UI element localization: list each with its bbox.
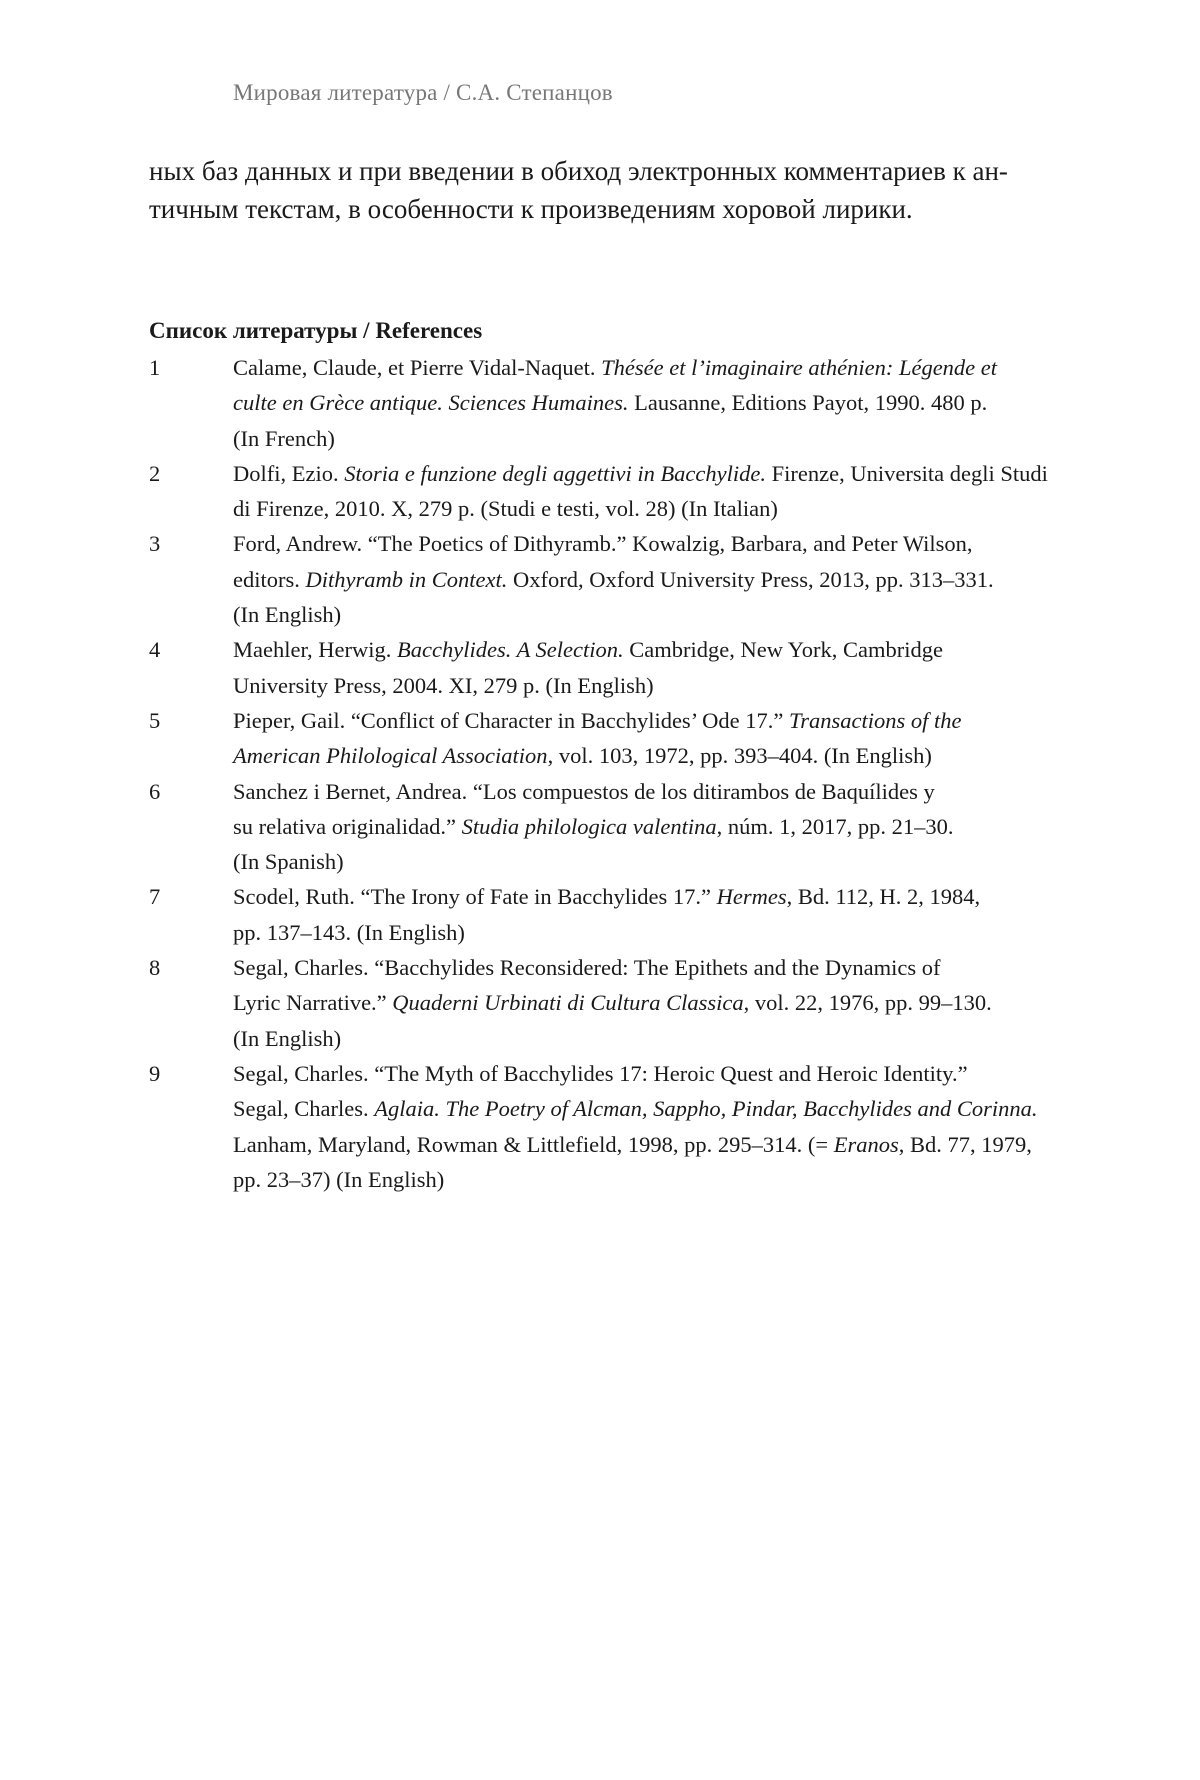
reference-line	[233, 597, 1099, 632]
reference-segment: Ford, Andrew. “The Poetics of Dithyramb.” Kowalzig, Barbara, and Peter Wilson,	[233, 531, 973, 557]
reference-line	[233, 562, 1099, 597]
running-header: Мировая литература / С.А. Степанцов	[233, 80, 613, 105]
reference-segment: di Firenze, 2010. X, 279 p. (Studi e testi, vol. 28) (In Italian)	[233, 496, 778, 522]
references-list	[149, 350, 1099, 1197]
reference-italic-segment: Hermes	[716, 884, 787, 910]
reference-line	[233, 526, 1099, 561]
reference-segment: (In Spanish)	[233, 849, 344, 875]
reference-number: 1	[149, 355, 161, 380]
body-text-line: тичным текстам, в особенности к произведениям хоровой лирики.	[149, 194, 913, 224]
reference-segment: editors.	[233, 566, 306, 592]
reference-line	[233, 456, 1099, 491]
reference-line	[233, 915, 1099, 950]
reference-italic-segment: American Philological Association	[233, 743, 548, 769]
reference-segment: Scodel, Ruth. “The Irony of Fate in Bacchylides 17.”	[233, 884, 717, 910]
reference-segment: Lanham, Maryland, Rowman & Littlefield, 1998, pp. 295–314. (=	[233, 1131, 834, 1157]
reference-number: 2	[149, 460, 161, 486]
reference-line	[233, 703, 1099, 738]
reference-number: 3	[149, 531, 161, 557]
reference-italic-segment: Studia philologica valentina	[461, 813, 717, 839]
reference-number: 7	[149, 884, 161, 910]
reference-line	[233, 879, 1099, 914]
reference-number: 9	[149, 1060, 161, 1086]
reference-line	[233, 421, 1099, 456]
reference-italic-segment: Dithyramb in Context.	[305, 566, 508, 592]
reference-segment: (In English)	[233, 1025, 342, 1051]
reference-line	[233, 1162, 1099, 1197]
reference-number: 6	[149, 778, 161, 804]
reference-segment: (In English)	[233, 602, 342, 628]
reference-segment: , vol. 103, 1972, pp. 393–404. (In English)	[547, 743, 932, 769]
references-heading: Список литературы / References	[149, 318, 483, 343]
reference-italic-segment: Quaderni Urbinati di Cultura Classica	[392, 990, 744, 1016]
reference-line	[233, 950, 1099, 985]
reference-segment: Segal, Charles.	[233, 1096, 375, 1122]
reference-segment: , Bd. 112, H. 2, 1984,	[786, 884, 981, 910]
reference-line	[233, 985, 1099, 1020]
reference-italic-segment: Eranos	[833, 1131, 899, 1157]
reference-item	[149, 950, 1099, 1056]
reference-italic-segment: Aglaia. The Poetry of Alcman, Sappho, Pindar, Bacchylides and Corinna.	[374, 1096, 1038, 1122]
reference-item	[149, 1056, 1099, 1197]
reference-segment: Pieper, Gail. “Conflict of Character in Bacchylides’ Ode 17.”	[233, 707, 789, 733]
reference-number: 5	[149, 707, 161, 733]
reference-item	[149, 526, 1099, 632]
reference-line	[233, 491, 1099, 526]
reference-item	[149, 703, 1099, 774]
reference-number: 8	[149, 955, 161, 981]
reference-segment: Firenze, Universita degli Studi	[766, 460, 1048, 486]
reference-number: 4	[149, 637, 161, 663]
reference-segment: , núm. 1, 2017, pp. 21–30.	[716, 813, 954, 839]
reference-item	[149, 879, 1099, 950]
body-text	[149, 152, 1099, 228]
reference-item	[149, 774, 1099, 880]
reference-line	[233, 385, 1099, 420]
reference-italic-segment: Storia e funzione degli aggettivi in Bacchylide.	[344, 460, 767, 486]
reference-line	[233, 1091, 1099, 1126]
reference-segment: pp. 23–37) (In English)	[233, 1166, 445, 1192]
reference-line	[233, 1021, 1099, 1056]
reference-line	[233, 738, 1099, 773]
reference-segment: Segal, Charles. “The Myth of Bacchylides 17: Heroic Quest and Heroic Identity.”	[233, 1060, 968, 1086]
reference-segment: Calame, Claude, et Pierre Vidal-Naquet.	[233, 355, 602, 380]
reference-item	[149, 456, 1099, 527]
reference-segment: , vol. 22, 1976, pp. 99–130.	[743, 990, 992, 1016]
reference-segment: su relativa originalidad.”	[233, 813, 462, 839]
reference-segment: Cambridge, New York, Cambridge	[623, 637, 943, 663]
reference-item	[149, 632, 1099, 703]
reference-line	[233, 844, 1099, 879]
reference-line	[233, 632, 1099, 667]
body-text-line: ных баз данных и при введении в обиход электронных комментариев к ан-	[149, 156, 1008, 186]
reference-italic-segment: Thésée et l’imaginaire athénien: Légende et	[601, 355, 998, 380]
reference-line	[233, 1127, 1099, 1162]
reference-segment: Oxford, Oxford University Press, 2013, pp. 313–331.	[507, 566, 994, 592]
reference-segment: Sanchez i Bernet, Andrea. “Los compuestos de los ditirambos de Baquílides y	[233, 778, 935, 804]
reference-line	[233, 809, 1099, 844]
reference-line	[233, 1056, 1099, 1091]
reference-italic-segment: Transactions of the	[789, 707, 962, 733]
reference-segment: , Bd. 77, 1979,	[898, 1131, 1032, 1157]
reference-segment: Maehler, Herwig.	[233, 637, 398, 663]
reference-segment: Segal, Charles. “Bacchylides Reconsidered: The Epithets and the Dynamics of	[233, 955, 941, 981]
reference-line	[233, 668, 1099, 703]
references-section	[149, 316, 1099, 1197]
reference-item	[149, 350, 1099, 456]
reference-line	[233, 350, 1099, 385]
reference-segment: Lyric Narrative.”	[233, 990, 393, 1016]
reference-italic-segment: Bacchylides. A Selection.	[397, 637, 624, 663]
reference-segment: University Press, 2004. XI, 279 p. (In English)	[233, 672, 654, 698]
reference-segment: (In French)	[233, 425, 335, 451]
reference-italic-segment: culte en Grèce antique. Sciences Humaines.	[233, 390, 629, 416]
reference-segment: Dolfi, Ezio.	[233, 460, 345, 486]
reference-segment: pp. 137–143. (In English)	[233, 919, 465, 945]
reference-segment: Lausanne, Editions Payot, 1990. 480 p.	[628, 390, 988, 416]
reference-line	[233, 774, 1099, 809]
